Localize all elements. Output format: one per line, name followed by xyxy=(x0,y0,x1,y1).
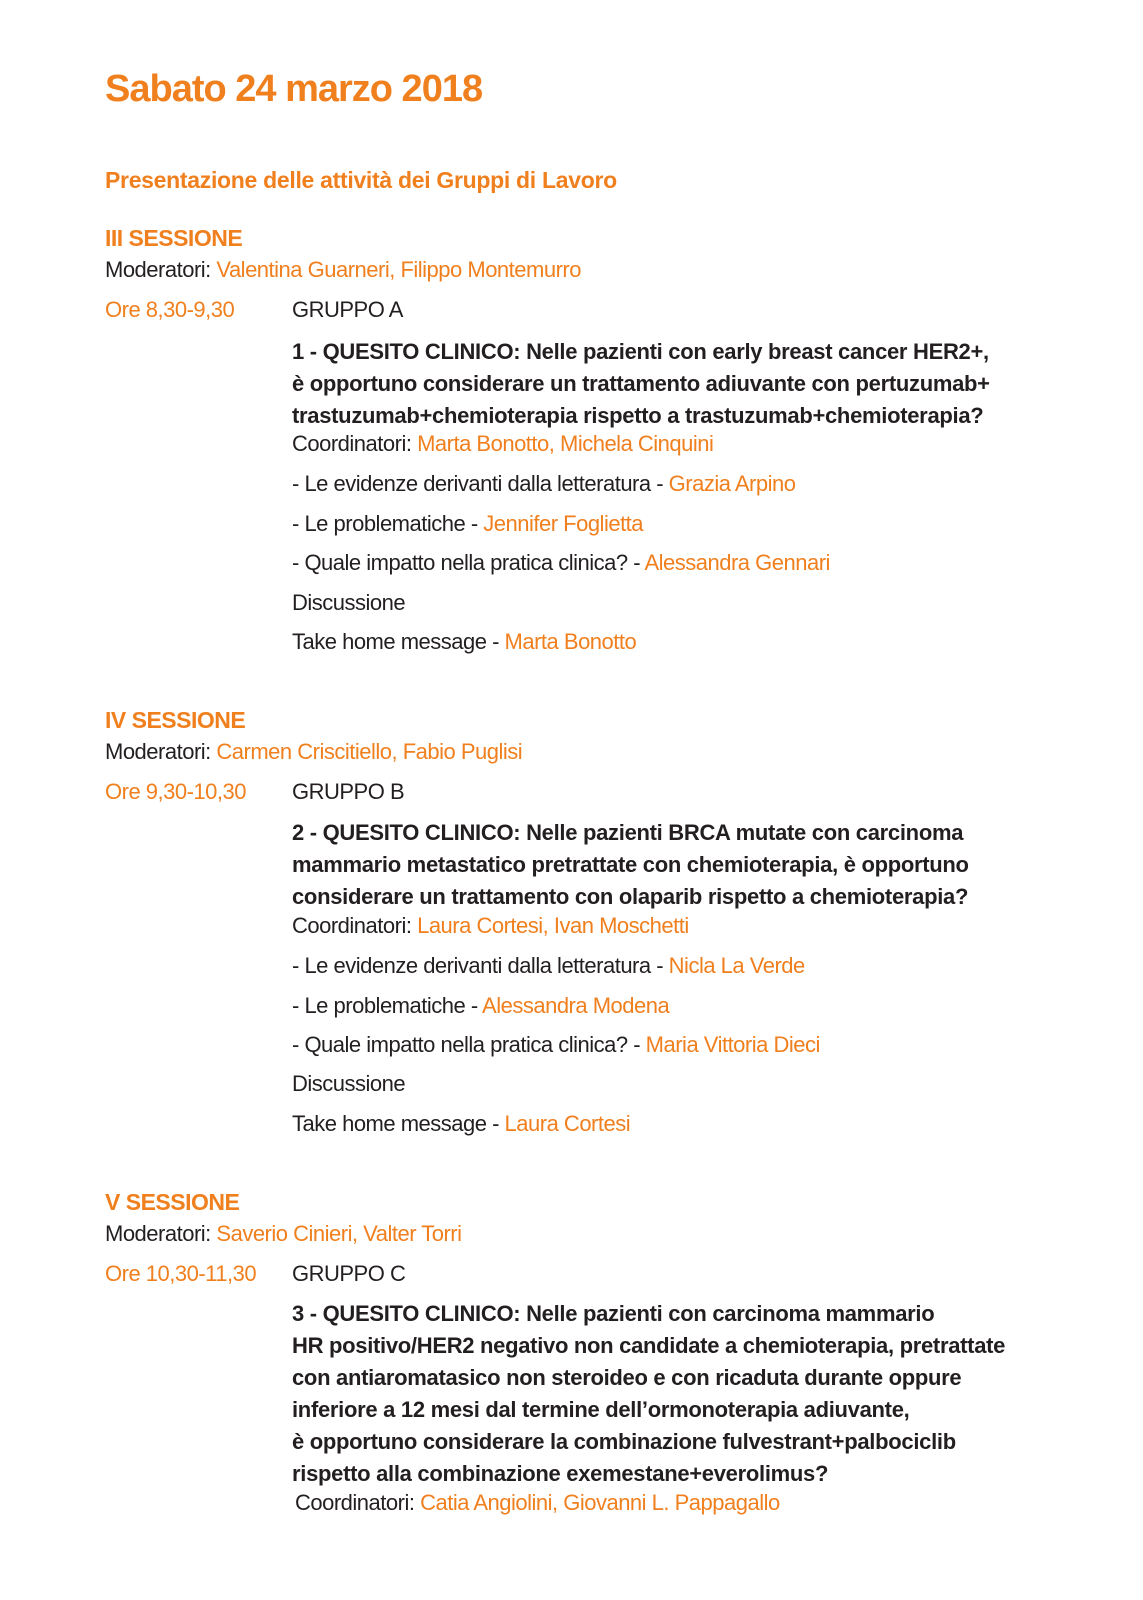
coordinators-line xyxy=(295,1490,780,1516)
talk-item xyxy=(292,471,795,497)
speaker-name: Grazia Arpino xyxy=(668,471,796,496)
question-line: è opportuno considerare la combinazione fulvestrant+palbociclib xyxy=(292,1429,956,1454)
coordinators-names: Laura Cortesi, Ivan Moschetti xyxy=(417,913,689,938)
question-line: 1 - QUESITO CLINICO: Nelle pazienti con early breast cancer HER2+, xyxy=(292,339,989,364)
coordinators-names: Catia Angiolini, Giovanni L. Pappagallo xyxy=(420,1490,780,1515)
moderators-names: Valentina Guarneri, Filippo Montemurro xyxy=(216,257,581,282)
question-line: rispetto alla combinazione exemestane+everolimus? xyxy=(292,1461,829,1486)
moderators-line xyxy=(105,739,522,765)
question-line: 2 - QUESITO CLINICO: Nelle pazienti BRCA mutate con carcinoma xyxy=(292,820,964,845)
discussion-item: Discussione xyxy=(292,1071,406,1096)
speaker-name: Jennifer Foglietta xyxy=(483,511,644,536)
session-title: IV SESSIONE xyxy=(105,707,246,733)
speaker-name: Maria Vittoria Dieci xyxy=(645,1032,820,1057)
talk-item xyxy=(292,511,643,537)
coordinators-line xyxy=(292,431,713,457)
moderators-label: Moderatori: xyxy=(105,1221,211,1246)
page-title: Sabato 24 marzo 2018 xyxy=(105,68,483,110)
speaker-name: Nicla La Verde xyxy=(668,953,805,978)
question-line: considerare un trattamento con olaparib rispetto a chemioterapia? xyxy=(292,884,969,909)
question-line: è opportuno considerare un trattamento adiuvante con pertuzumab+ xyxy=(292,371,990,396)
speaker-name: Alessandra Modena xyxy=(482,993,670,1018)
speaker-name: Marta Bonotto xyxy=(504,629,637,654)
discussion-item: Discussione xyxy=(292,590,406,615)
talk-item xyxy=(292,1032,820,1058)
moderators-line xyxy=(105,1221,462,1247)
moderators-line xyxy=(105,257,581,283)
group-label: GRUPPO B xyxy=(292,779,405,804)
moderators-names: Saverio Cinieri, Valter Torri xyxy=(216,1221,462,1246)
page-subtitle: Presentazione delle attività dei Gruppi di Lavoro xyxy=(105,167,617,193)
question-line: mammario metastatico pretrattate con chemioterapia, è opportuno xyxy=(292,852,969,877)
talk-item xyxy=(292,953,805,979)
talk-title: - Le problematiche - xyxy=(292,511,484,536)
coordinators-label: Coordinatori: xyxy=(292,431,412,456)
clinical-question xyxy=(292,336,1092,432)
coordinators-label: Coordinatori: xyxy=(295,1490,415,1515)
take-home-item xyxy=(292,629,636,655)
question-line: HR positivo/HER2 negativo non candidate a chemioterapia, pretrattate xyxy=(292,1333,1006,1358)
talk-title: - Le problematiche - xyxy=(292,993,483,1018)
group-label: GRUPPO A xyxy=(292,297,403,322)
talk-title: - Quale impatto nella pratica clinica? - xyxy=(292,1032,646,1057)
question-line: trastuzumab+chemioterapia rispetto a trastuzumab+chemioterapia? xyxy=(292,403,984,428)
question-line: inferiore a 12 mesi dal termine dell’ormonoterapia adiuvante, xyxy=(292,1397,910,1422)
talk-title: - Le evidenze derivanti dalla letteratura - xyxy=(292,953,669,978)
talk-item xyxy=(292,550,830,576)
speaker-name: Laura Cortesi xyxy=(504,1111,631,1136)
coordinators-names: Marta Bonotto, Michela Cinquini xyxy=(417,431,714,456)
talk-item xyxy=(292,993,669,1019)
coordinators-label: Coordinatori: xyxy=(292,913,412,938)
talk-title: - Quale impatto nella pratica clinica? - xyxy=(292,550,645,575)
moderators-label: Moderatori: xyxy=(105,257,211,282)
session-time: Ore 8,30-9,30 xyxy=(105,297,235,322)
moderators-label: Moderatori: xyxy=(105,739,211,764)
speaker-name: Alessandra Gennari xyxy=(644,550,830,575)
session-time: Ore 9,30-10,30 xyxy=(105,779,246,804)
clinical-question xyxy=(292,1298,1092,1490)
question-line: con antiaromatasico non steroideo e con ricaduta durante oppure xyxy=(292,1365,962,1390)
session-title: V SESSIONE xyxy=(105,1189,240,1215)
take-home-label: Take home message - xyxy=(292,629,505,654)
clinical-question xyxy=(292,817,1092,913)
coordinators-line xyxy=(292,913,689,939)
take-home-label: Take home message - xyxy=(292,1111,505,1136)
session-time: Ore 10,30-11,30 xyxy=(105,1261,257,1286)
talk-title: - Le evidenze derivanti dalla letteratura - xyxy=(292,471,669,496)
moderators-names: Carmen Criscitiello, Fabio Puglisi xyxy=(216,739,523,764)
take-home-item xyxy=(292,1111,630,1137)
group-label: GRUPPO C xyxy=(292,1261,406,1286)
session-title: III SESSIONE xyxy=(105,225,243,251)
question-line: 3 - QUESITO CLINICO: Nelle pazienti con carcinoma mammario xyxy=(292,1301,935,1326)
